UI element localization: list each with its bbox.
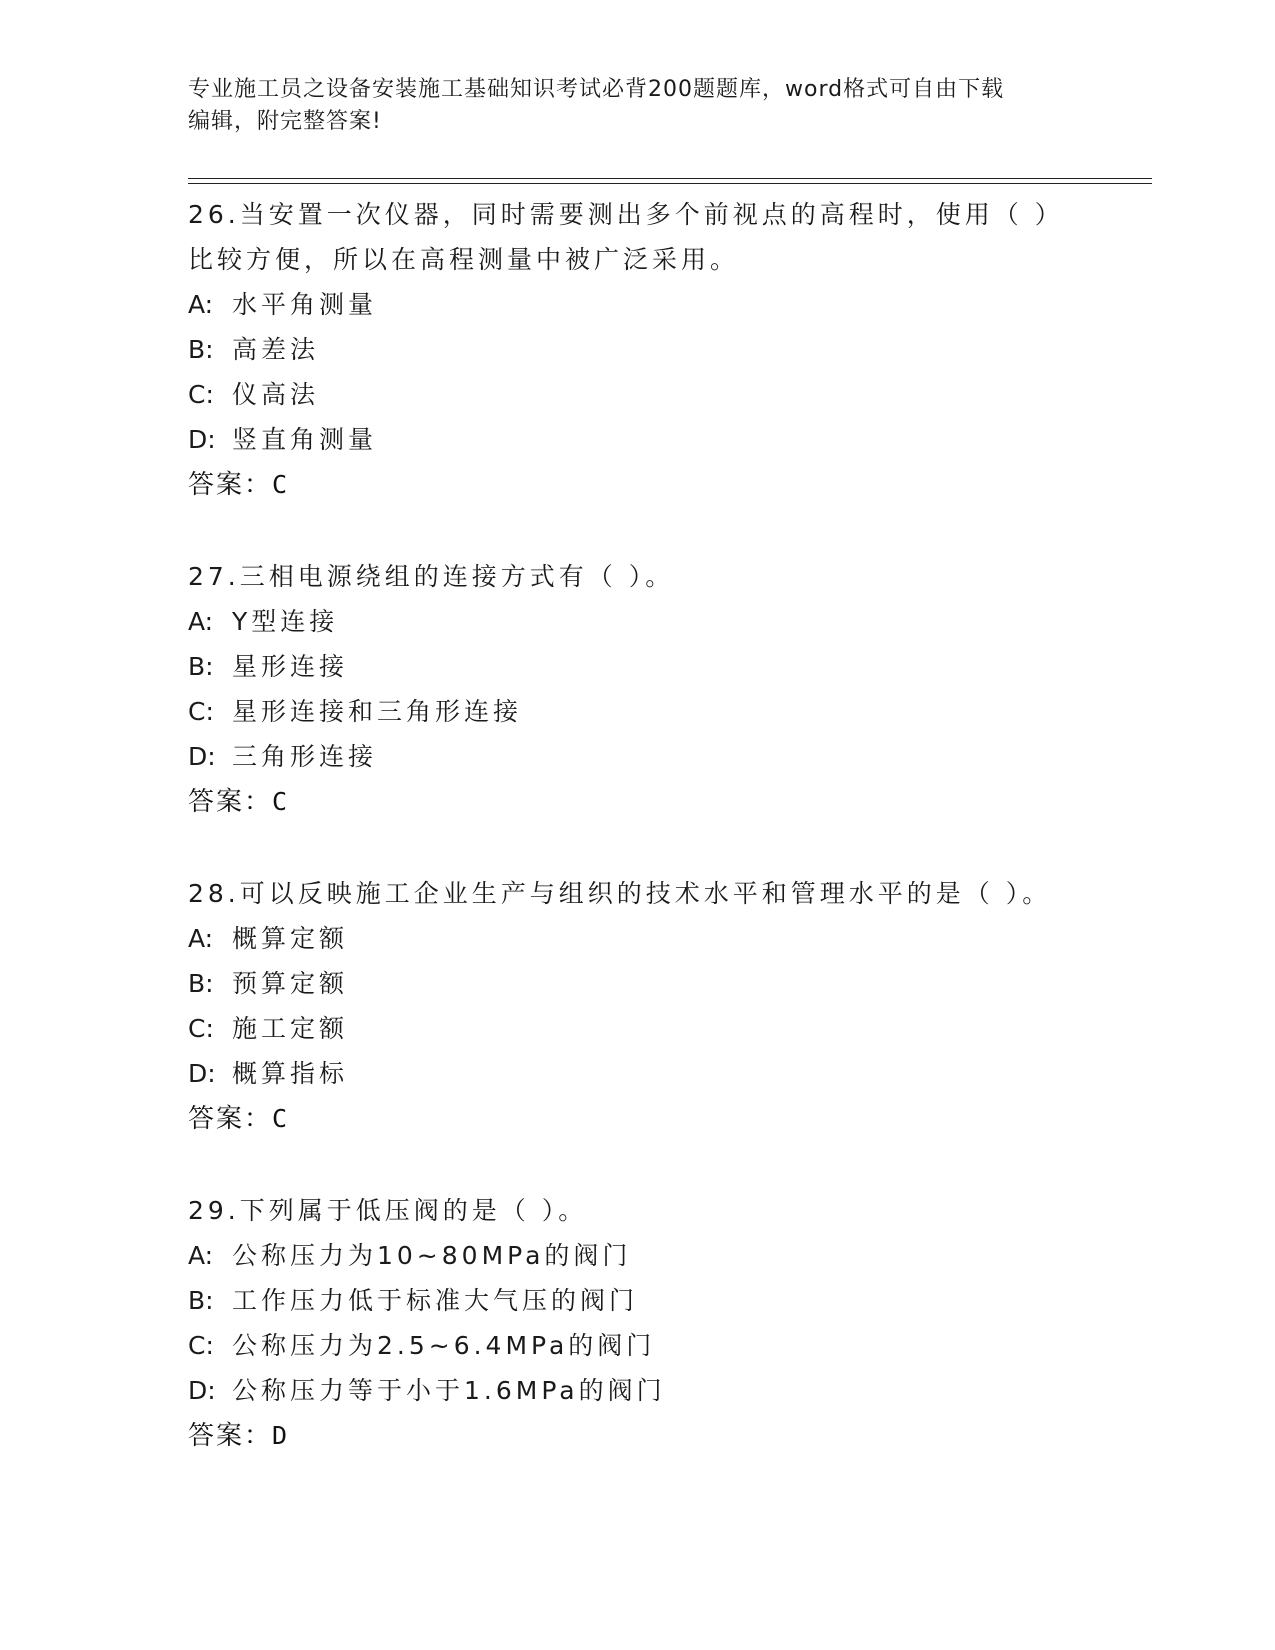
option-letter: D: <box>188 742 216 771</box>
answer-value: C <box>272 1104 288 1133</box>
option-b <box>188 327 1148 372</box>
option-letter: C: <box>188 697 214 726</box>
option-text: 星形连接 <box>232 652 349 681</box>
header-divider-bottom <box>188 183 1152 184</box>
option-text: 高差法 <box>232 335 320 364</box>
question-27 <box>188 554 1148 825</box>
option-letter: B: <box>188 335 214 364</box>
question-list <box>188 192 1148 1505</box>
option-text: 工作压力低于标准大气压的阀门 <box>232 1286 639 1315</box>
answer-value: C <box>272 787 288 816</box>
answer <box>188 1096 1148 1142</box>
option-a <box>188 916 1148 961</box>
answer <box>188 462 1148 508</box>
option-letter: B: <box>188 969 214 998</box>
option-a <box>188 599 1148 644</box>
option-letter: A: <box>188 290 214 319</box>
answer-label: 答案： <box>188 787 273 817</box>
question-stem-line-2: 比较方便，所以在高程测量中被广泛采用。 <box>188 245 740 274</box>
answer-value: C <box>272 470 288 499</box>
answer-value: D <box>272 1421 288 1450</box>
option-d <box>188 1368 1148 1413</box>
option-letter: C: <box>188 1331 214 1360</box>
document-header <box>188 74 1088 138</box>
option-text: 施工定额 <box>232 1014 349 1043</box>
answer <box>188 779 1148 825</box>
option-b <box>188 1278 1148 1323</box>
question-26 <box>188 192 1148 508</box>
option-text: 公称压力为2.5~6.4MPa的阀门 <box>232 1331 656 1360</box>
option-letter: B: <box>188 652 214 681</box>
question-stem-line-1: 26.当安置一次仪器，同时需要测出多个前视点的高程时，使用（ ） <box>188 200 1064 229</box>
option-text: 三角形连接 <box>232 742 378 771</box>
option-c <box>188 689 1148 734</box>
question-stem-line-1: 28.可以反映施工企业生产与组织的技术水平和管理水平的是（ ）。 <box>188 879 1052 908</box>
option-text: 概算指标 <box>232 1059 349 1088</box>
option-b <box>188 644 1148 689</box>
header-divider-top <box>188 178 1152 179</box>
option-letter: D: <box>188 1059 216 1088</box>
question-stem-line-1: 27.三相电源绕组的连接方式有（ ）。 <box>188 562 675 591</box>
answer-label: 答案： <box>188 470 273 500</box>
option-letter: C: <box>188 1014 214 1043</box>
option-d <box>188 734 1148 779</box>
option-text: 预算定额 <box>232 969 349 998</box>
option-d <box>188 1051 1148 1096</box>
option-b <box>188 961 1148 1006</box>
option-text: 水平角测量 <box>232 290 378 319</box>
option-c <box>188 372 1148 417</box>
option-a <box>188 282 1148 327</box>
header-line-1: 专业施工员之设备安装施工基础知识考试必背200题题库，word格式可自由下载 <box>188 77 1005 102</box>
option-letter: A: <box>188 1241 214 1270</box>
option-letter: C: <box>188 380 214 409</box>
answer-label: 答案： <box>188 1421 273 1451</box>
option-d <box>188 417 1148 462</box>
option-c <box>188 1006 1148 1051</box>
option-text: 竖直角测量 <box>232 425 378 454</box>
option-letter: B: <box>188 1286 214 1315</box>
option-c <box>188 1323 1148 1368</box>
option-letter: D: <box>188 1376 216 1405</box>
question-28 <box>188 871 1148 1142</box>
option-text: 公称压力为10~80MPa的阀门 <box>232 1241 632 1270</box>
option-text: 概算定额 <box>232 924 349 953</box>
option-a <box>188 1233 1148 1278</box>
option-text: 公称压力等于小于1.6MPa的阀门 <box>232 1376 666 1405</box>
option-letter: D: <box>188 425 216 454</box>
answer-label: 答案： <box>188 1104 273 1134</box>
question-stem-line-1: 29.下列属于低压阀的是（ ）。 <box>188 1196 588 1225</box>
question-29 <box>188 1188 1148 1459</box>
option-text: 星形连接和三角形连接 <box>232 697 523 726</box>
option-text: 仪高法 <box>232 380 320 409</box>
option-text: Y型连接 <box>232 607 339 636</box>
option-letter: A: <box>188 607 214 636</box>
option-letter: A: <box>188 924 214 953</box>
header-line-2: 编辑，附完整答案! <box>188 109 382 134</box>
answer <box>188 1413 1148 1459</box>
